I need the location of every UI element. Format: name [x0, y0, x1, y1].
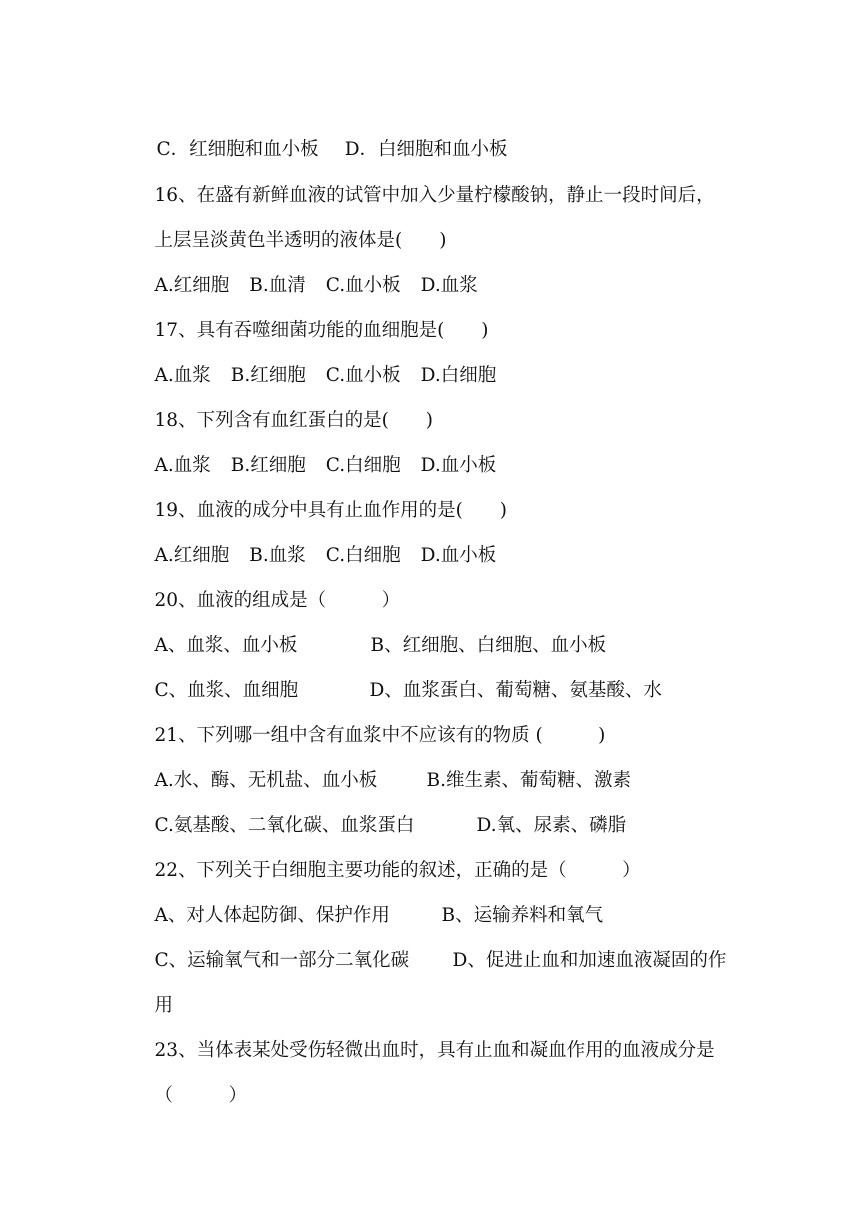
option-a: A、对人体起防御、保护作用 — [154, 905, 390, 926]
option-d: D．白细胞和血小板 — [344, 139, 508, 160]
option-c: C.白细胞 — [325, 545, 401, 566]
option-c: C.血小板 — [325, 365, 401, 386]
option-c: C.氨基酸、二氧化碳、血浆蛋白 — [154, 815, 415, 836]
option-a: A.水、酶、无机盐、血小板 — [154, 770, 378, 791]
option-d: D.血浆 — [420, 275, 478, 296]
option-d: D.血小板 — [420, 455, 497, 476]
option-d: D.血小板 — [420, 545, 497, 566]
question-text: 17、具有吞噬细菌功能的血细胞是( ) — [154, 320, 489, 341]
option-d: D、血浆蛋白、葡萄糖、氨基酸、水 — [369, 680, 662, 701]
option-d: D.氧、尿素、磷脂 — [476, 815, 627, 836]
question-text: 18、下列含有血红蛋白的是( ) — [154, 410, 434, 431]
option-c: C．红细胞和血小板 — [156, 139, 319, 160]
option-a: A.血浆 — [154, 455, 211, 476]
question-text: 上层呈淡黄色半透明的液体是( ) — [154, 230, 447, 251]
option-c: C、运输氧气和一部分二氧化碳 — [154, 950, 410, 971]
option-b: B、运输养料和氧气 — [441, 905, 604, 926]
question-text: 22、下列关于白细胞主要功能的叙述，正确的是（ ） — [154, 860, 641, 881]
option-a: A.红细胞 — [154, 545, 230, 566]
option-a: A.血浆 — [154, 365, 211, 386]
option-b: B.红细胞 — [230, 455, 306, 476]
option-d-continued: 用 — [154, 995, 174, 1016]
option-d: D.白细胞 — [420, 365, 497, 386]
option-b: B、红细胞、白细胞、血小板 — [370, 635, 607, 656]
option-a: A、血浆、血小板 — [154, 635, 298, 656]
option-c: C.白细胞 — [325, 455, 401, 476]
option-b: B.红细胞 — [230, 365, 306, 386]
option-b: B.血浆 — [249, 545, 306, 566]
question-text: 23、当体表某处受伤轻微出血时，具有止血和凝血作用的血液成分是 — [154, 1040, 715, 1061]
option-b: B.维生素、葡萄糖、激素 — [426, 770, 632, 791]
option-c: C、血浆、血细胞 — [154, 680, 299, 701]
question-23-blank — [131, 1060, 247, 1132]
question-text: 21、下列哪一组中含有血浆中不应该有的物质 ( ) — [154, 725, 606, 746]
options-22-cd — [131, 925, 726, 997]
answer-blank: （ ） — [154, 1085, 248, 1106]
option-b: B.血清 — [249, 275, 306, 296]
question-text: 20、血液的组成是（ ） — [154, 590, 401, 611]
question-text: 16、在盛有新鲜血液的试管中加入少量柠檬酸钠，静止一段时间后， — [154, 185, 715, 206]
question-text: 19、血液的成分中具有止血作用的是( ) — [154, 500, 508, 521]
option-c: C.血小板 — [325, 275, 401, 296]
option-a: A.红细胞 — [154, 275, 230, 296]
option-d: D、促进止血和加速血液凝固的作 — [452, 950, 727, 971]
